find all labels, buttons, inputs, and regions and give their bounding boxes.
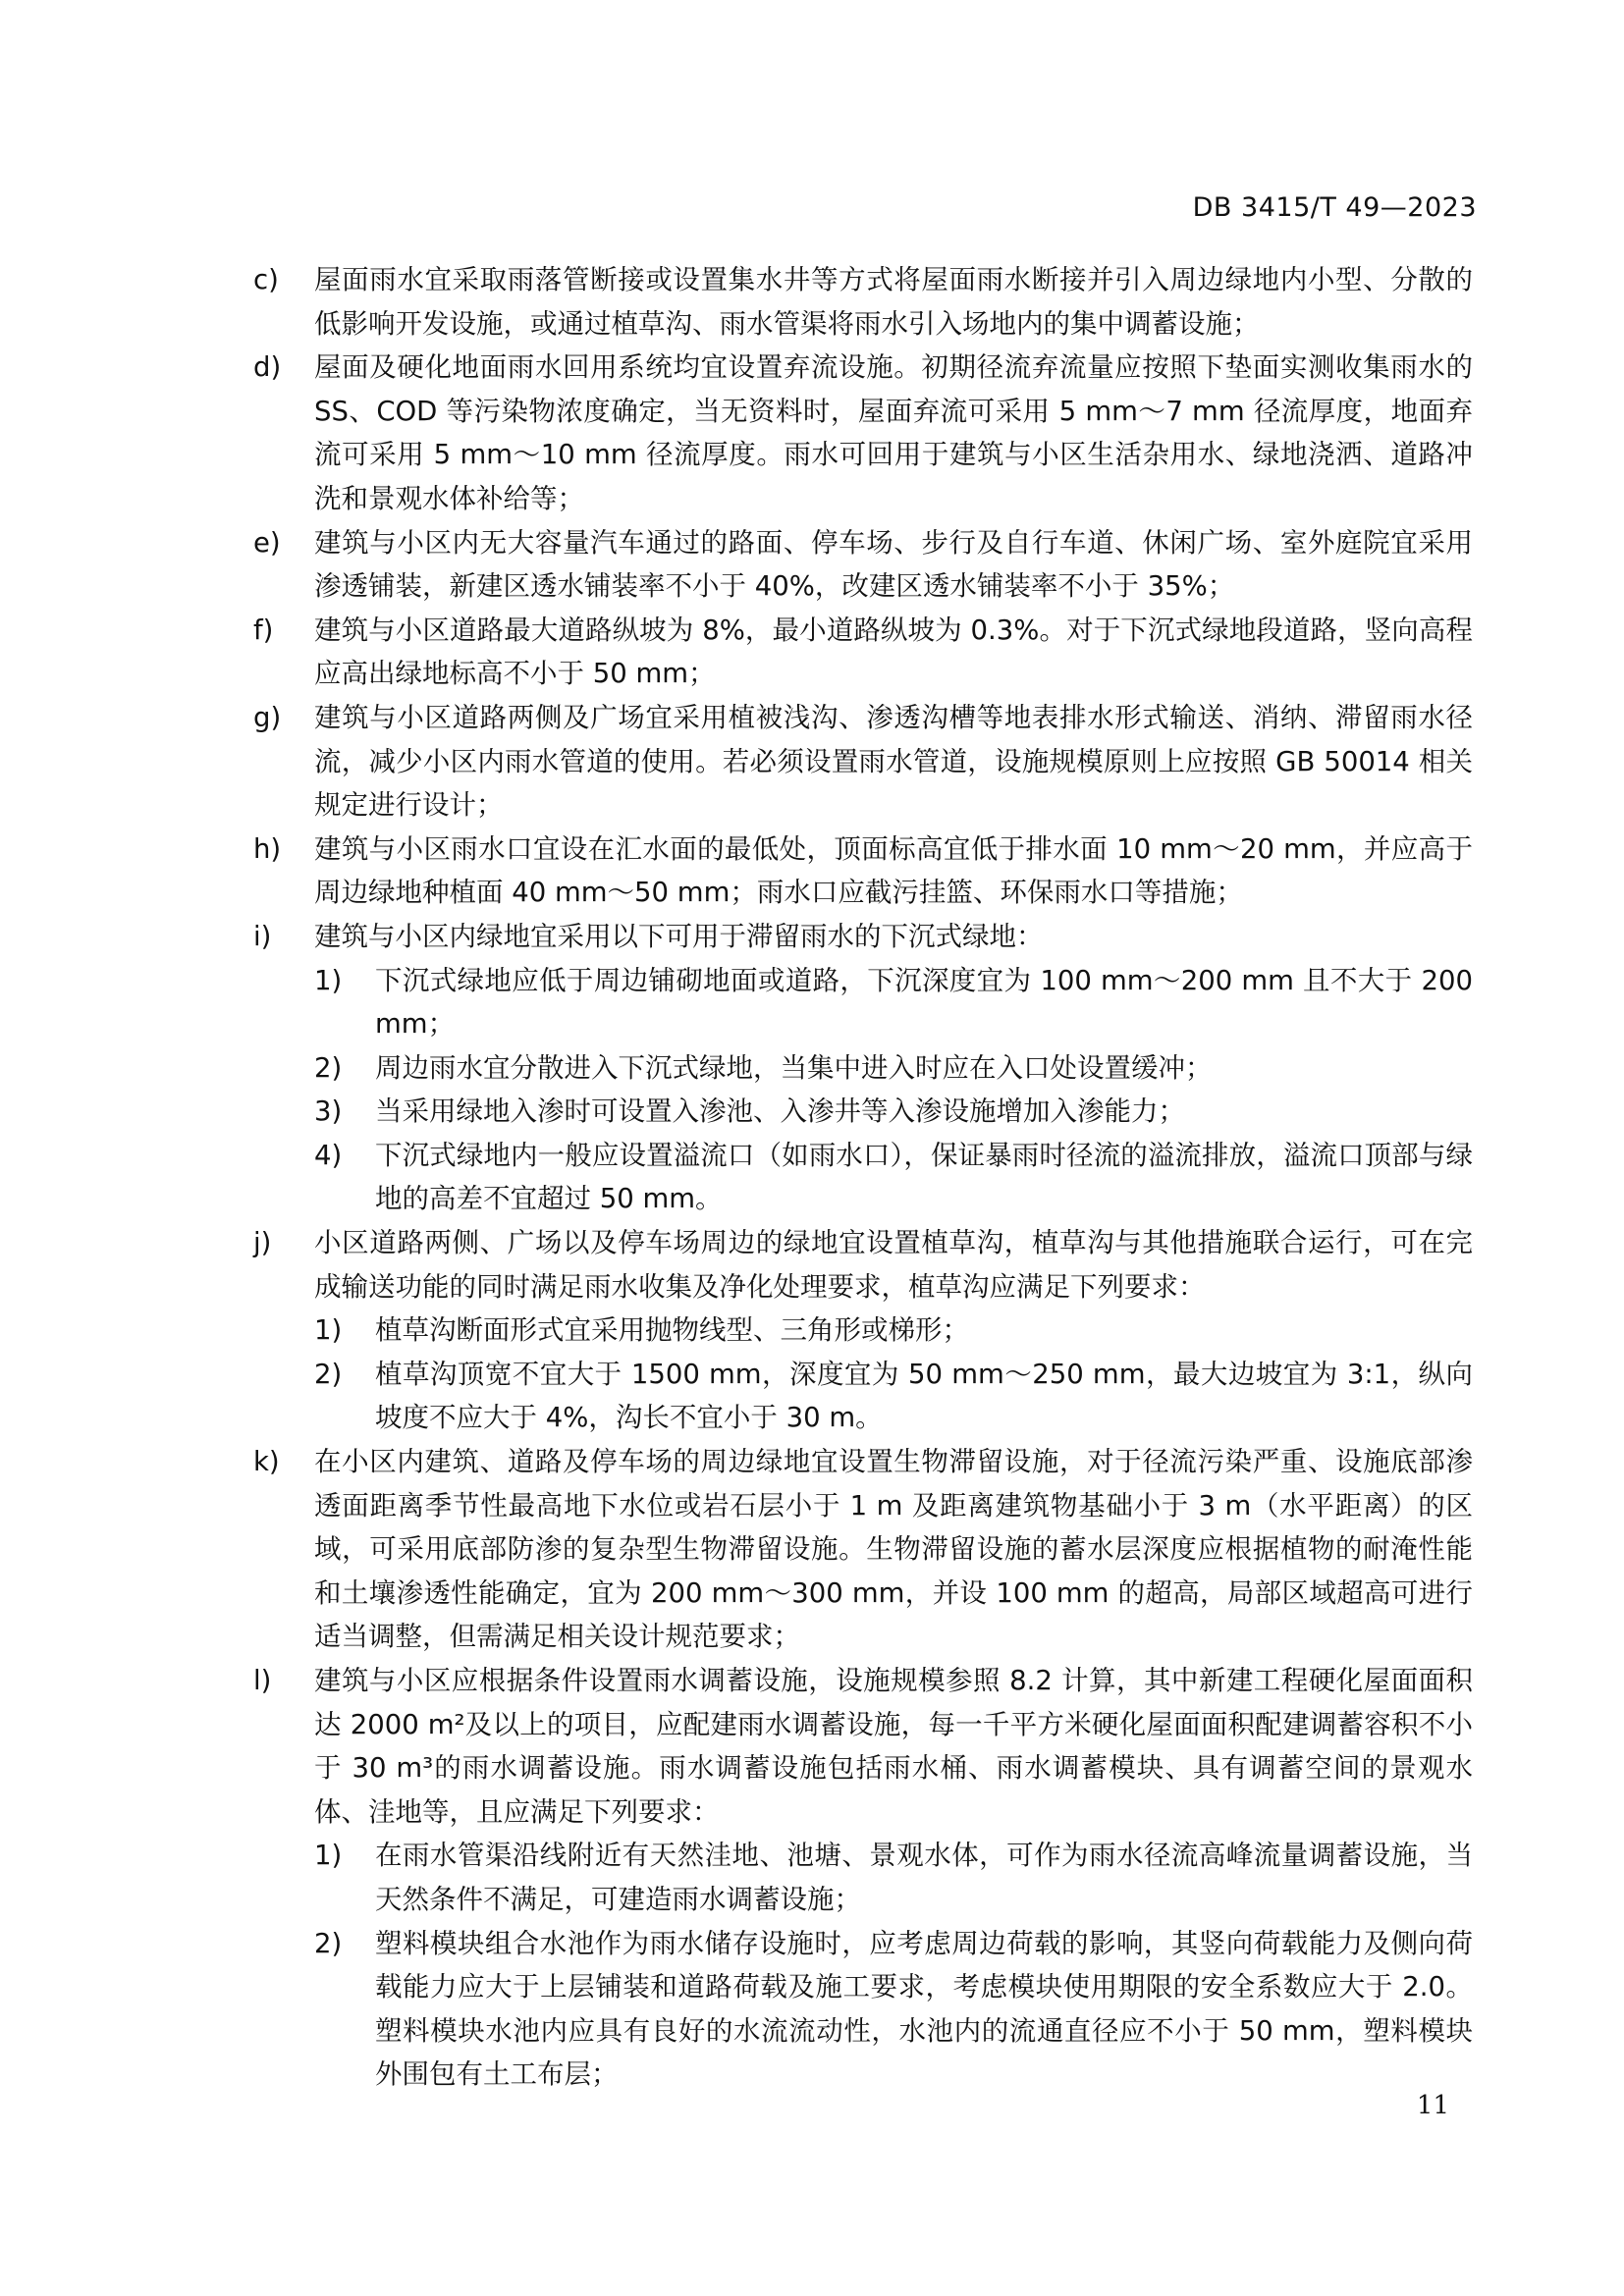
- list-item-k: [253, 1440, 1473, 1659]
- sub-item-label: 1): [314, 1314, 343, 1347]
- sub-item: [314, 1090, 1473, 1134]
- sub-item-text: 塑料模块组合水池作为雨水储存设施时，应考虑周边荷载的影响，其竖向荷载能力及侧向荷载能力应大于上层铺装和道路荷载及施工要求，考虑模块使用期限的安全系数应大于 2.0。塑料模块水池内应具有良好的水流流动性，水池内的流通直径应不小于 50 mm，塑料模块外围包有土工布层；: [375, 1927, 1473, 2091]
- item-label: i): [253, 920, 272, 952]
- list-item-c: [253, 258, 1473, 346]
- sub-item: [314, 1353, 1473, 1440]
- item-text: 在小区内建筑、道路及停车场的周边绿地宜设置生物滞留设施，对于径流污染严重、设施底部渗透面距离季节性最高地下水位或岩石层小于 1 m 及距离建筑物基础小于 3 m（水平距离）的区域，可采用底部防渗的复杂型生物滞留设施。生物滞留设施的蓄水层深度应根据植物的耐淹性能和土壤渗透性能确定，宜为 200 mm～300 mm，并设 100 mm 的超高，局部区域超高可进行适当调整，但需满足相关设计规范要求；: [314, 1446, 1473, 1653]
- item-text: 建筑与小区道路两侧及广场宜采用植被浅沟、渗透沟槽等地表排水形式输送、消纳、滞留雨水径流，减少小区内雨水管道的使用。若必须设置雨水管道，设施规模原则上应按照 GB 50014 相关规定进行设计；: [314, 701, 1473, 822]
- list-item-g: [253, 696, 1473, 828]
- sub-item-label: 4): [314, 1139, 343, 1171]
- item-text: 屋面及硬化地面雨水回用系统均宜设置弃流设施。初期径流弃流量应按照下垫面实测收集雨水的 SS、COD 等污染物浓度确定，当无资料时，屋面弃流可采用 5 mm～7 mm 径流厚度，地面弃流可采用 5 mm～10 mm 径流厚度。雨水可回用于建筑与小区生活杂用水、绿地浇洒、道路冲洗和景观水体补给等；: [314, 351, 1473, 514]
- sub-item-text: 在雨水管渠沿线附近有天然洼地、池塘、景观水体，可作为雨水径流高峰流量调蓄设施，当天然条件不满足，可建造雨水调蓄设施；: [375, 1840, 1473, 1915]
- sub-item-text: 下沉式绿地内一般应设置溢流口（如雨水口），保证暴雨时径流的溢流排放，溢流口顶部与绿地的高差不宜超过 50 mm。: [375, 1139, 1473, 1215]
- document-body: [253, 258, 1473, 2097]
- sub-item-label: 2): [314, 1051, 343, 1084]
- item-text: 建筑与小区内绿地宜采用以下可用于滞留雨水的下沉式绿地：: [314, 920, 1044, 952]
- list-item-l: [253, 1659, 1473, 2097]
- item-text: 建筑与小区应根据条件设置雨水调蓄设施，设施规模参照 8.2 计算，其中新建工程硬化屋面面积达 2000 m²及以上的项目，应配建雨水调蓄设施，每一千平方米硬化屋面面积配建调蓄容积不小于 30 m³的雨水调蓄设施。雨水调蓄设施包括雨水桶、雨水调蓄模块、具有调蓄空间的景观水体、洼地等，且应满足下列要求：: [314, 1665, 1473, 1828]
- sub-item: [314, 1922, 1473, 2097]
- sub-item: [314, 1834, 1473, 1921]
- list-item-h: [253, 828, 1473, 915]
- item-text: 建筑与小区雨水口宜设在汇水面的最低处，顶面标高宜低于排水面 10 mm～20 mm，并应高于周边绿地种植面 40 mm～50 mm；雨水口应截污挂篮、环保雨水口等措施；: [314, 832, 1473, 909]
- sub-item-text: 植草沟断面形式宜采用抛物线型、三角形或梯形；: [375, 1314, 969, 1347]
- list-item-i: [253, 915, 1473, 1221]
- sub-item-text: 当采用绿地入渗时可设置入渗池、入渗井等入渗设施增加入渗能力；: [375, 1095, 1185, 1128]
- sub-item-label: 1): [314, 1840, 343, 1872]
- list-item-f: [253, 609, 1473, 696]
- sub-item-text: 下沉式绿地应低于周边铺砌地面或道路，下沉深度宜为 100 mm～200 mm 且不大于 200 mm；: [375, 964, 1473, 1041]
- sub-item-text: 周边雨水宜分散进入下沉式绿地，当集中进入时应在入口处设置缓冲；: [375, 1051, 1213, 1084]
- item-label: h): [253, 832, 282, 865]
- sub-item: [314, 1308, 1473, 1353]
- item-text: 小区道路两侧、广场以及停车场周边的绿地宜设置植草沟，植草沟与其他措施联合运行，可在完成输送功能的同时满足雨水收集及净化处理要求，植草沟应满足下列要求：: [314, 1227, 1473, 1303]
- item-text: 屋面雨水宜采取雨落管断接或设置集水井等方式将屋面雨水断接并引入周边绿地内小型、分散的低影响开发设施，或通过植草沟、雨水管渠将雨水引入场地内的集中调蓄设施；: [314, 264, 1473, 340]
- item-label: l): [253, 1665, 272, 1696]
- item-label: g): [253, 701, 282, 733]
- item-label: k): [253, 1446, 280, 1478]
- sub-item-label: 3): [314, 1095, 343, 1128]
- sub-item-label: 1): [314, 964, 343, 996]
- item-label: e): [253, 526, 281, 559]
- sub-item-label: 2): [314, 1927, 343, 1959]
- item-label: j): [253, 1227, 272, 1259]
- sub-item: [314, 1134, 1473, 1221]
- sub-item: [314, 959, 1473, 1046]
- item-text: 建筑与小区道路最大道路纵坡为 8%，最小道路纵坡为 0.3%。对于下沉式绿地段道路，竖向高程应高出绿地标高不小于 50 mm；: [314, 614, 1473, 690]
- item-label: d): [253, 351, 282, 384]
- item-label: f): [253, 614, 274, 646]
- sub-item-text: 植草沟顶宽不宜大于 1500 mm，深度宜为 50 mm～250 mm，最大边坡宜为 3:1，纵向坡度不应大于 4%，沟长不宜小于 30 m。: [375, 1358, 1473, 1434]
- page-number: 11: [1416, 2091, 1449, 2120]
- item-label: c): [253, 264, 279, 295]
- list-item-e: [253, 521, 1473, 609]
- document-id-header: DB 3415/T 49—2023: [1192, 192, 1477, 223]
- sub-item-label: 2): [314, 1358, 343, 1390]
- list-item-j: [253, 1221, 1473, 1440]
- sub-item: [314, 1046, 1473, 1091]
- item-text: 建筑与小区内无大容量汽车通过的路面、停车场、步行及自行车道、休闲广场、室外庭院宜采用渗透铺装，新建区透水铺装率不小于 40%，改建区透水铺装率不小于 35%；: [314, 526, 1473, 603]
- list-item-d: [253, 346, 1473, 520]
